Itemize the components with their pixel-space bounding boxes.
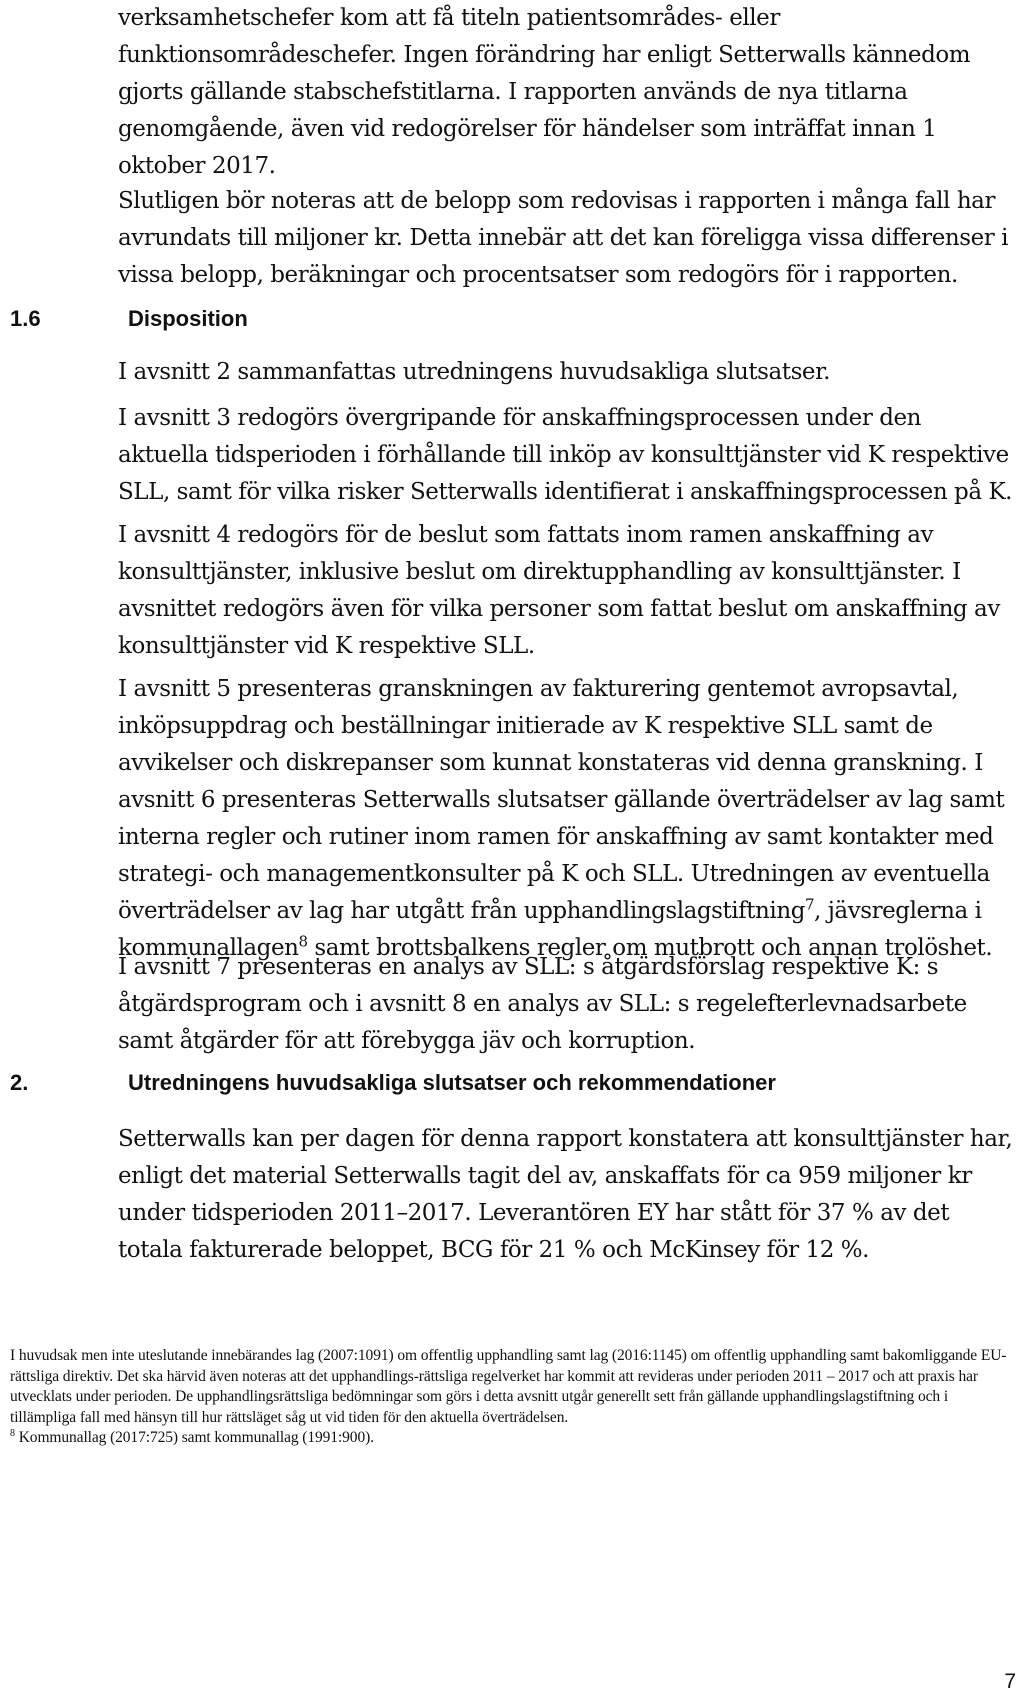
footnote-ref-8: 8 [298,932,308,951]
footnote-8-marker: 8 [10,1427,15,1439]
paragraph-section-5-6-summary: I avsnitt 5 presenteras granskningen av fakturering gentemot avropsavtal, inköpsuppdrag och beställningar initierade av K respektive SLL samt de avvikelser och diskrepanser som kunnat konstateras vid denna granskning. I avsnitt 6 presenteras Setterwalls slutsatser gällande överträdelser av lag samt interna regler och rutiner inom ramen för anskaffning av samt kontakter med strategi- och managementkonsulter på K och SLL. Utredningen av eventuella överträdelser av lag har utgått från upphandlingslagstiftning$^7$, jävsreglerna i kommunallagen$^8$ samt brottsbalkens regler om mutbrott och annan trolöshet. [118,676,1005,961]
footnote-ref-7: 7 [804,895,815,914]
footnote-8: $^8$ Kommunallag (2017:725) samt kommunallag (1991:900). [10,1427,374,1446]
footnotes [10,1346,1010,1449]
section-title: Disposition [128,306,248,331]
paragraph-section-2-summary: I avsnitt 2 sammanfattas utredningens huvudsakliga slutsatser. [118,359,830,385]
paragraph-section-7-8-summary: I avsnitt 7 presenteras en analys av SLL: s åtgärdsförslag respektive K: s åtgärdsprogram och i avsnitt 8 en analys av SLL: s regelefterlevnadsarbete samt åtgärder för att förebygga jäv och korruption. [118,954,967,1054]
paragraph-rounding-note: Slutligen bör noteras att de belopp som redovisas i rapporten i många fall har avrundats till miljoner kr. Detta innebär att det kan föreligga vissa differenser i vissa belopp, beräkningar och procentsatser som redogörs för i rapporten. [118,188,1009,288]
paragraph-section-4-summary: I avsnitt 4 redogörs för de beslut som fattats inom ramen anskaffning av konsulttjänster, inklusive beslut om direktupphandling av konsulttjänster. I avsnittet redogörs även för vilka personer som fattat beslut om anskaffning av konsulttjänster vid K respektive SLL. [118,522,1000,659]
paragraph-main-conclusion: Setterwalls kan per dagen för denna rapport konstatera att konsulttjänster har, enligt det material Setterwalls tagit del av, anskaffats för ca 959 miljoner kr under tidsperioden 2011–2017. Leverantören EY har stått för 37 % av det totala fakturerade beloppet, BCG för 21 % och McKinsey för 12 %. [118,1126,1013,1263]
footnote-7: I huvudsak men inte uteslutande innebärandes lag (2007:1091) om offentlig upphandling samt lag (2016:1145) om offentlig upphandling samt bakomliggande EU-rättsliga direktiv. Det ska härvid även noteras att det upphandlings-rättsliga regelverket har kommit att revideras under perioden 2011 – 2017 och att praxis har utvecklats under perioden. De upphandlingsrättsliga bedömningar som görs i detta avsnitt utgår generellt sett från gällande upphandlingslagstiftning och i tillämpliga fall med hänsyn till hur rättsläget såg ut vid tiden för den aktuella överträdelsen. [10,1347,1007,1426]
section-number: 1.6 [10,306,41,331]
paragraph-section-3-summary: I avsnitt 3 redogörs övergripande för anskaffningsprocessen under den aktuella tidsperioden i förhållande till inköp av konsulttjänster vid K respektive SLL, samt för vilka risker Setterwalls identifierat i anskaffningsprocessen på K. [118,405,1013,505]
section-number: 2. [10,1070,29,1095]
paragraph-title-change: verksamhetschefer kom att få titeln patientsområdes- eller funktionsområdeschefer. Ingen förändring har enligt Setterwalls kännedom gjorts gällande stabschefstitlarna. I rapporten används de nya titlarna genomgående, även vid redogörelser för händelser som inträffat innan 1 oktober 2017. [118,5,971,179]
page-number: 7 [1004,1670,1016,1693]
section-title: Utredningens huvudsakliga slutsatser och rekommendationer [128,1070,776,1095]
